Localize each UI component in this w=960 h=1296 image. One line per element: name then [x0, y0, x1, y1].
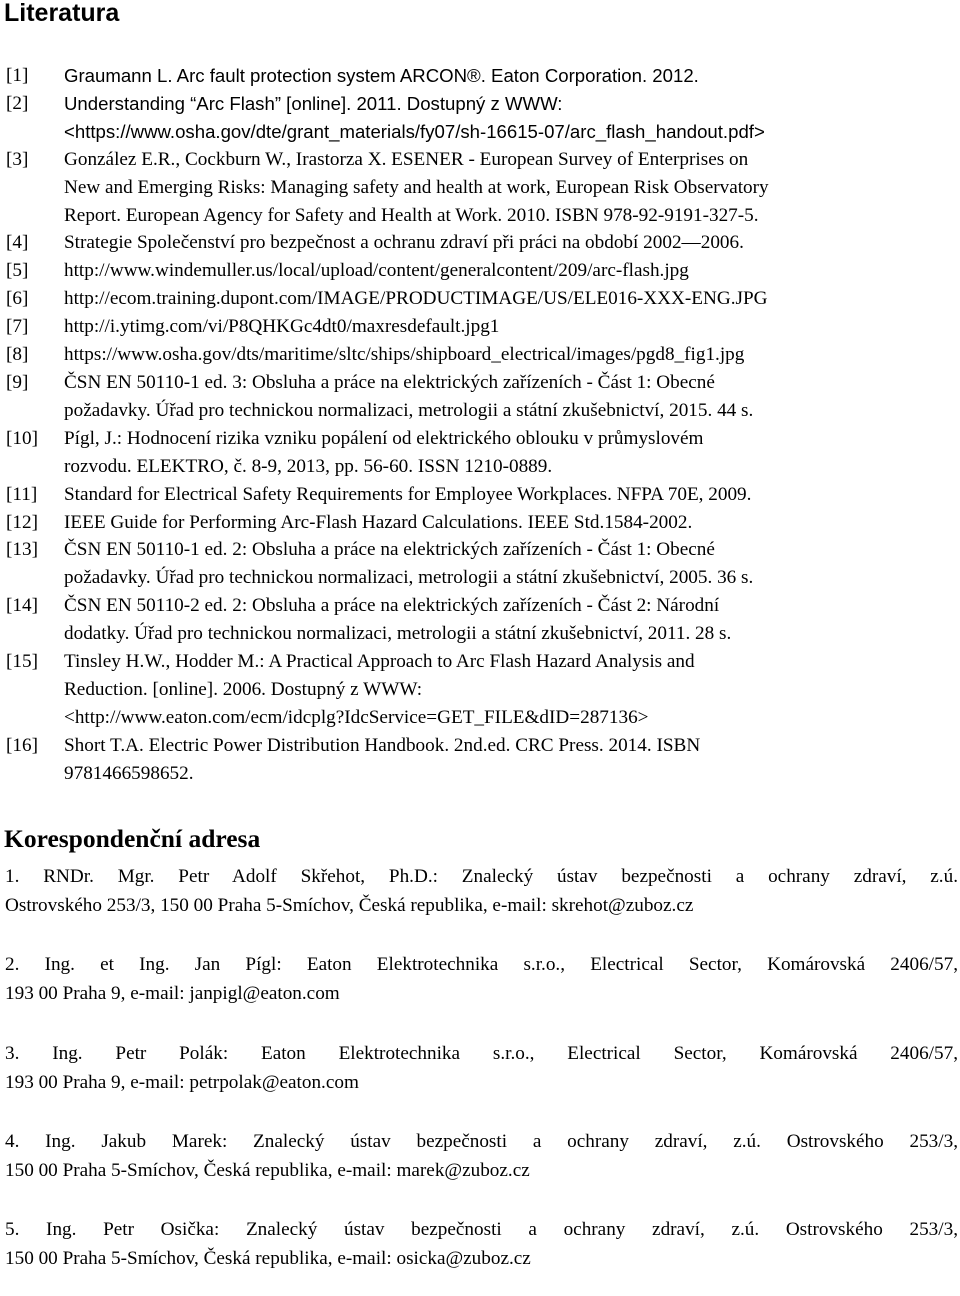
reference-text-line: Reduction. [online]. 2006. Dostupný z WWW:	[64, 678, 423, 700]
reference-number: [2]	[6, 92, 29, 114]
reference-text-line: New and Emerging Risks: Managing safety and health at work, European Risk Observatory	[64, 176, 769, 198]
reference-text-line: http://ecom.training.dupont.com/IMAGE/PRODUCTIMAGE/US/ELE016-XXX-ENG.JPG	[64, 288, 768, 310]
reference-number: [10]	[6, 427, 38, 449]
reference-item	[0, 313, 960, 341]
reference-number: [8]	[6, 344, 29, 366]
reference-number: [6]	[6, 288, 29, 310]
address-line: 4. Ing. Jakub Marek: Znalecký ústav bezpečnosti a ochrany zdraví, z.ú. Ostrovského 253/3,	[5, 1131, 958, 1152]
reference-number: [7]	[6, 316, 29, 338]
reference-text-line: http://www.windemuller.us/local/upload/content/generalcontent/209/arc-flash.jpg	[64, 260, 689, 282]
reference-number: [13]	[6, 539, 38, 561]
reference-text-line: Pígl, J.: Hodnocení rizika vzniku popálení od elektrického oblouku v průmyslovém	[64, 427, 704, 449]
address-line: 150 00 Praha 5-Smíchov, Česká republika, e-mail: osicka@zuboz.cz	[5, 1248, 531, 1269]
reference-text-line: ČSN EN 50110-1 ed. 3: Obsluha a práce na elektrických zařízeních - Část 1: Obecné	[64, 371, 715, 393]
reference-item	[0, 90, 960, 146]
address-line: 1. RNDr. Mgr. Petr Adolf Skřehot, Ph.D.: Znalecký ústav bezpečnosti a ochrany zdraví, z.ú.	[5, 866, 958, 887]
reference-item	[0, 62, 960, 90]
reference-number: [16]	[6, 734, 38, 756]
reference-item	[0, 536, 960, 592]
reference-item	[0, 369, 960, 425]
reference-text-line: Understanding “Arc Flash” [online]. 2011. Dostupný z WWW:	[64, 92, 563, 114]
address-line: Ostrovského 253/3, 150 00 Praha 5-Smíchov, Česká republika, e-mail: skrehot@zuboz.cz	[5, 895, 694, 916]
reference-item	[0, 229, 960, 257]
address-block	[5, 1127, 960, 1185]
reference-text-line: Tinsley H.W., Hodder M.: A Practical Approach to Arc Flash Hazard Analysis and	[64, 651, 695, 673]
reference-text-line: Short T.A. Electric Power Distribution Handbook. 2nd.ed. CRC Press. 2014. ISBN	[64, 734, 701, 756]
address-line: 2. Ing. et Ing. Jan Pígl: Eaton Elektrotechnika s.r.o., Electrical Sector, Komárovská 2406/57,	[5, 954, 958, 975]
reference-number: [4]	[6, 232, 29, 254]
address-line: 193 00 Praha 9, e-mail: janpigl@eaton.com	[5, 983, 340, 1004]
reference-item	[0, 146, 960, 230]
address-line: 3. Ing. Petr Polák: Eaton Elektrotechnika s.r.o., Electrical Sector, Komárovská 2406/57,	[5, 1043, 958, 1064]
reference-item	[0, 732, 960, 788]
reference-item	[0, 648, 960, 732]
reference-number: [15]	[6, 651, 38, 673]
reference-text-line: Graumann L. Arc fault protection system ARCON®. Eaton Corporation. 2012.	[64, 65, 699, 86]
address-block	[5, 950, 960, 1008]
reference-item	[0, 341, 960, 369]
reference-number: [3]	[6, 148, 29, 170]
reference-text-line: <http://www.eaton.com/ecm/idcplg?IdcService=GET_FILE&dID=287136>	[64, 706, 649, 728]
reference-item	[0, 285, 960, 313]
reference-text-line: dodatky. Úřad pro technickou normalizaci, metrologii a státní zkušebnictví, 2011. 28 s.	[64, 623, 732, 645]
reference-text-line: https://www.osha.gov/dts/maritime/sltc/ships/shipboard_electrical/images/pgd8_fig1.jpg	[64, 344, 745, 366]
reference-item	[0, 257, 960, 285]
reference-number: [11]	[6, 483, 38, 505]
correspondence-heading: Korespondenční adresa	[4, 824, 261, 853]
reference-item	[0, 425, 960, 481]
address-block	[5, 1215, 960, 1273]
reference-text-line: požadavky. Úřad pro technickou normalizaci, metrologii a státní zkušebnictví, 2005. 36 s.	[64, 567, 754, 589]
reference-text-line: Strategie Společenství pro bezpečnost a ochranu zdraví při práci na období 2002—2006.	[64, 232, 744, 254]
reference-text-line: Standard for Electrical Safety Requirements for Employee Workplaces. NFPA 70E, 2009.	[64, 483, 752, 505]
address-line: 193 00 Praha 9, e-mail: petrpolak@eaton.com	[5, 1072, 359, 1093]
reference-item	[0, 509, 960, 537]
reference-text-line: ČSN EN 50110-1 ed. 2: Obsluha a práce na elektrických zařízeních - Část 1: Obecné	[64, 539, 715, 561]
reference-number: [1]	[6, 65, 29, 86]
reference-number: [5]	[6, 260, 29, 282]
reference-text-line: 9781466598652.	[64, 762, 194, 784]
reference-text-line: Report. European Agency for Safety and Health at Work. 2010. ISBN 978-92-9191-327-5.	[64, 204, 759, 226]
reference-item	[0, 481, 960, 509]
reference-text-line: IEEE Guide for Performing Arc-Flash Hazard Calculations. IEEE Std.1584-2002.	[64, 511, 693, 533]
reference-list	[0, 62, 960, 788]
reference-number: [9]	[6, 371, 29, 393]
reference-text-line: González E.R., Cockburn W., Irastorza X. ESENER - European Survey of Enterprises on	[64, 148, 749, 170]
reference-text-line: http://i.ytimg.com/vi/P8QHKGc4dt0/maxresdefault.jpg1	[64, 316, 500, 338]
reference-number: [14]	[6, 595, 38, 617]
reference-item	[0, 592, 960, 648]
reference-text-line: <https://www.osha.gov/dte/grant_materials/fy07/sh-16615-07/arc_flash_handout.pdf>	[64, 120, 765, 142]
literature-heading: Literatura	[4, 0, 120, 27]
address-line: 150 00 Praha 5-Smíchov, Česká republika, e-mail: marek@zuboz.cz	[5, 1160, 530, 1181]
address-block	[5, 862, 960, 920]
address-block	[5, 1039, 960, 1097]
reference-text-line: rozvodu. ELEKTRO, č. 8-9, 2013, pp. 56-60. ISSN 1210-0889.	[64, 455, 553, 477]
reference-number: [12]	[6, 511, 38, 533]
reference-text-line: požadavky. Úřad pro technickou normalizaci, metrologii a státní zkušebnictví, 2015. 44 s.	[64, 399, 754, 421]
reference-text-line: ČSN EN 50110-2 ed. 2: Obsluha a práce na elektrických zařízeních - Část 2: Národní	[64, 595, 720, 617]
address-line: 5. Ing. Petr Osička: Znalecký ústav bezpečnosti a ochrany zdraví, z.ú. Ostrovského 253/3,	[5, 1219, 958, 1240]
